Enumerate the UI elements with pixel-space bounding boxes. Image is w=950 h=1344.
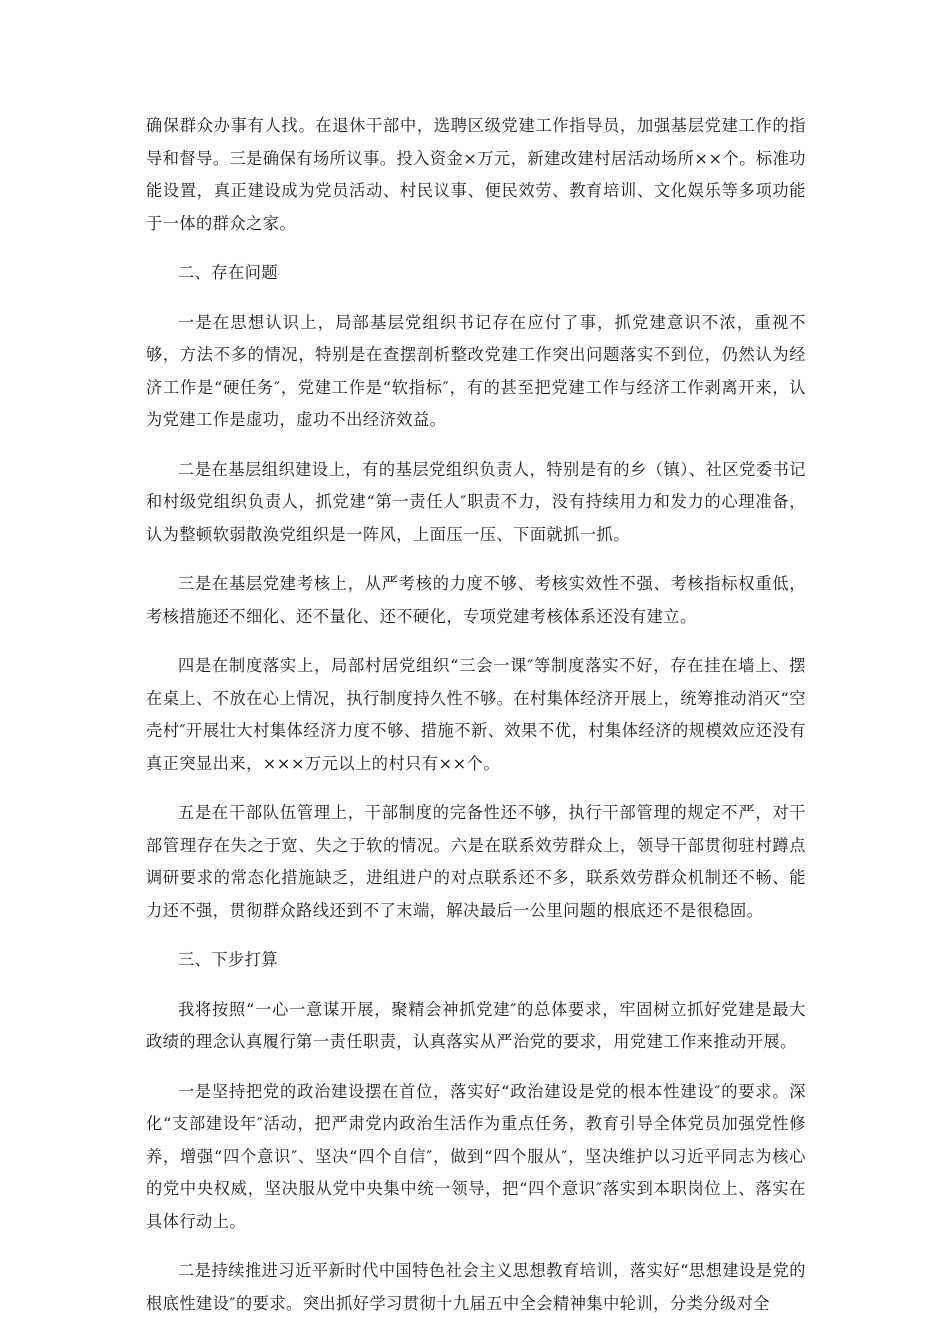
section-heading-plans: 三、下步打算	[178, 950, 279, 969]
paragraph-problem-4: 四是在制度落实上，局部村居党组织“三会一课″等制度落实不好，存在挂在墙上、摆在桌上、不放在心上情况，执行制度持久性不够。在村集体经济开展上，统筹推动消灭“空壳村″开展壮大村集体经济力度不够、措施不新、效果不优，村集体经济的规模效应还没有真正突显出来，×××万元以上的村只有××个。	[146, 656, 806, 773]
paragraph-problem-2: 二是在基层组织建设上，有的基层党组织负责人，特别是有的乡（镇）、社区党委书记和村级党组织负责人，抓党建“第一责任人″职责不力，没有持续用力和发力的心理准备，认为整顿软弱散涣党组织是一阵风，上面压一压、下面就抓一抓。	[146, 459, 806, 544]
document-page	[146, 110, 806, 1337]
paragraph-continuation: 确保群众办事有人找。在退休干部中，选聘区级党建工作指导员，加强基层党建工作的指导和督导。三是确保有场所议事。投入资金×万元，新建改建村居活动场所××个。标准功能设置，真正建设成为党员活动、村民议事、便民效劳、教育培训、文化娱乐等多项功能于一体的群众之家。	[146, 116, 806, 233]
paragraph-problem-5-6: 五是在干部队伍管理上，干部制度的完备性还不够，执行干部管理的规定不严，对干部管理存在失之于宽、失之于软的情况。六是在联系效劳群众上，领导干部贯彻驻村蹲点调研要求的常态化措施缺乏，进组进户的对点联系还不多，联系效劳群众机制还不畅、能力还不强，贯彻群众路线还到不了末端，解决最后一公里问题的根底还不是很稳固。	[146, 803, 806, 920]
paragraph-plan-1: 一是坚持把党的政治建设摆在首位，落实好“政治建设是党的根本性建设″的要求。深化“支部建设年″活动，把严肃党内政治生活作为重点任务，教育引导全体党员加强党性修养，增强“四个意识″、坚决“四个自信″，做到“四个服从″，坚决维护以习近平同志为核心的党中央权威，坚决服从党中央集中统一领导，把“四个意识″落实到本职岗位上、落实在具体行动上。	[146, 1081, 806, 1231]
paragraph-plan-2: 二是持续推进习近平新时代中国特色社会主义思想教育培训，落实好“思想建设是党的根底性建设″的要求。突出抓好学习贯彻十九届五中全会精神集中轮训，分类分级对全	[146, 1261, 806, 1313]
section-heading-problems: 二、存在问题	[178, 263, 279, 282]
paragraph-plan-intro: 我将按照“一心一意谋开展，聚精会神抓党建″的总体要求，牢固树立抓好党建是最大政绩的理念认真履行第一责任职责，认真落实从严治党的要求，用党建工作来推动开展。	[146, 999, 806, 1051]
paragraph-problem-3: 三是在基层党建考核上，从严考核的力度不够、考核实效性不强、考核指标权重低，考核措施还不细化、还不量化、还不硬化，专项党建考核体系还没有建立。	[146, 574, 806, 626]
paragraph-problem-1: 一是在思想认识上，局部基层党组织书记存在应付了事，抓党建意识不浓，重视不够，方法不多的情况，特别是在查摆剖析整改党建工作突出问题落实不到位，仍然认为经济工作是“硬任务″，党建工作是“软指标″，有的甚至把党建工作与经济工作剥离开来，认为党建工作是虚功，虚功不出经济效益。	[146, 312, 806, 429]
